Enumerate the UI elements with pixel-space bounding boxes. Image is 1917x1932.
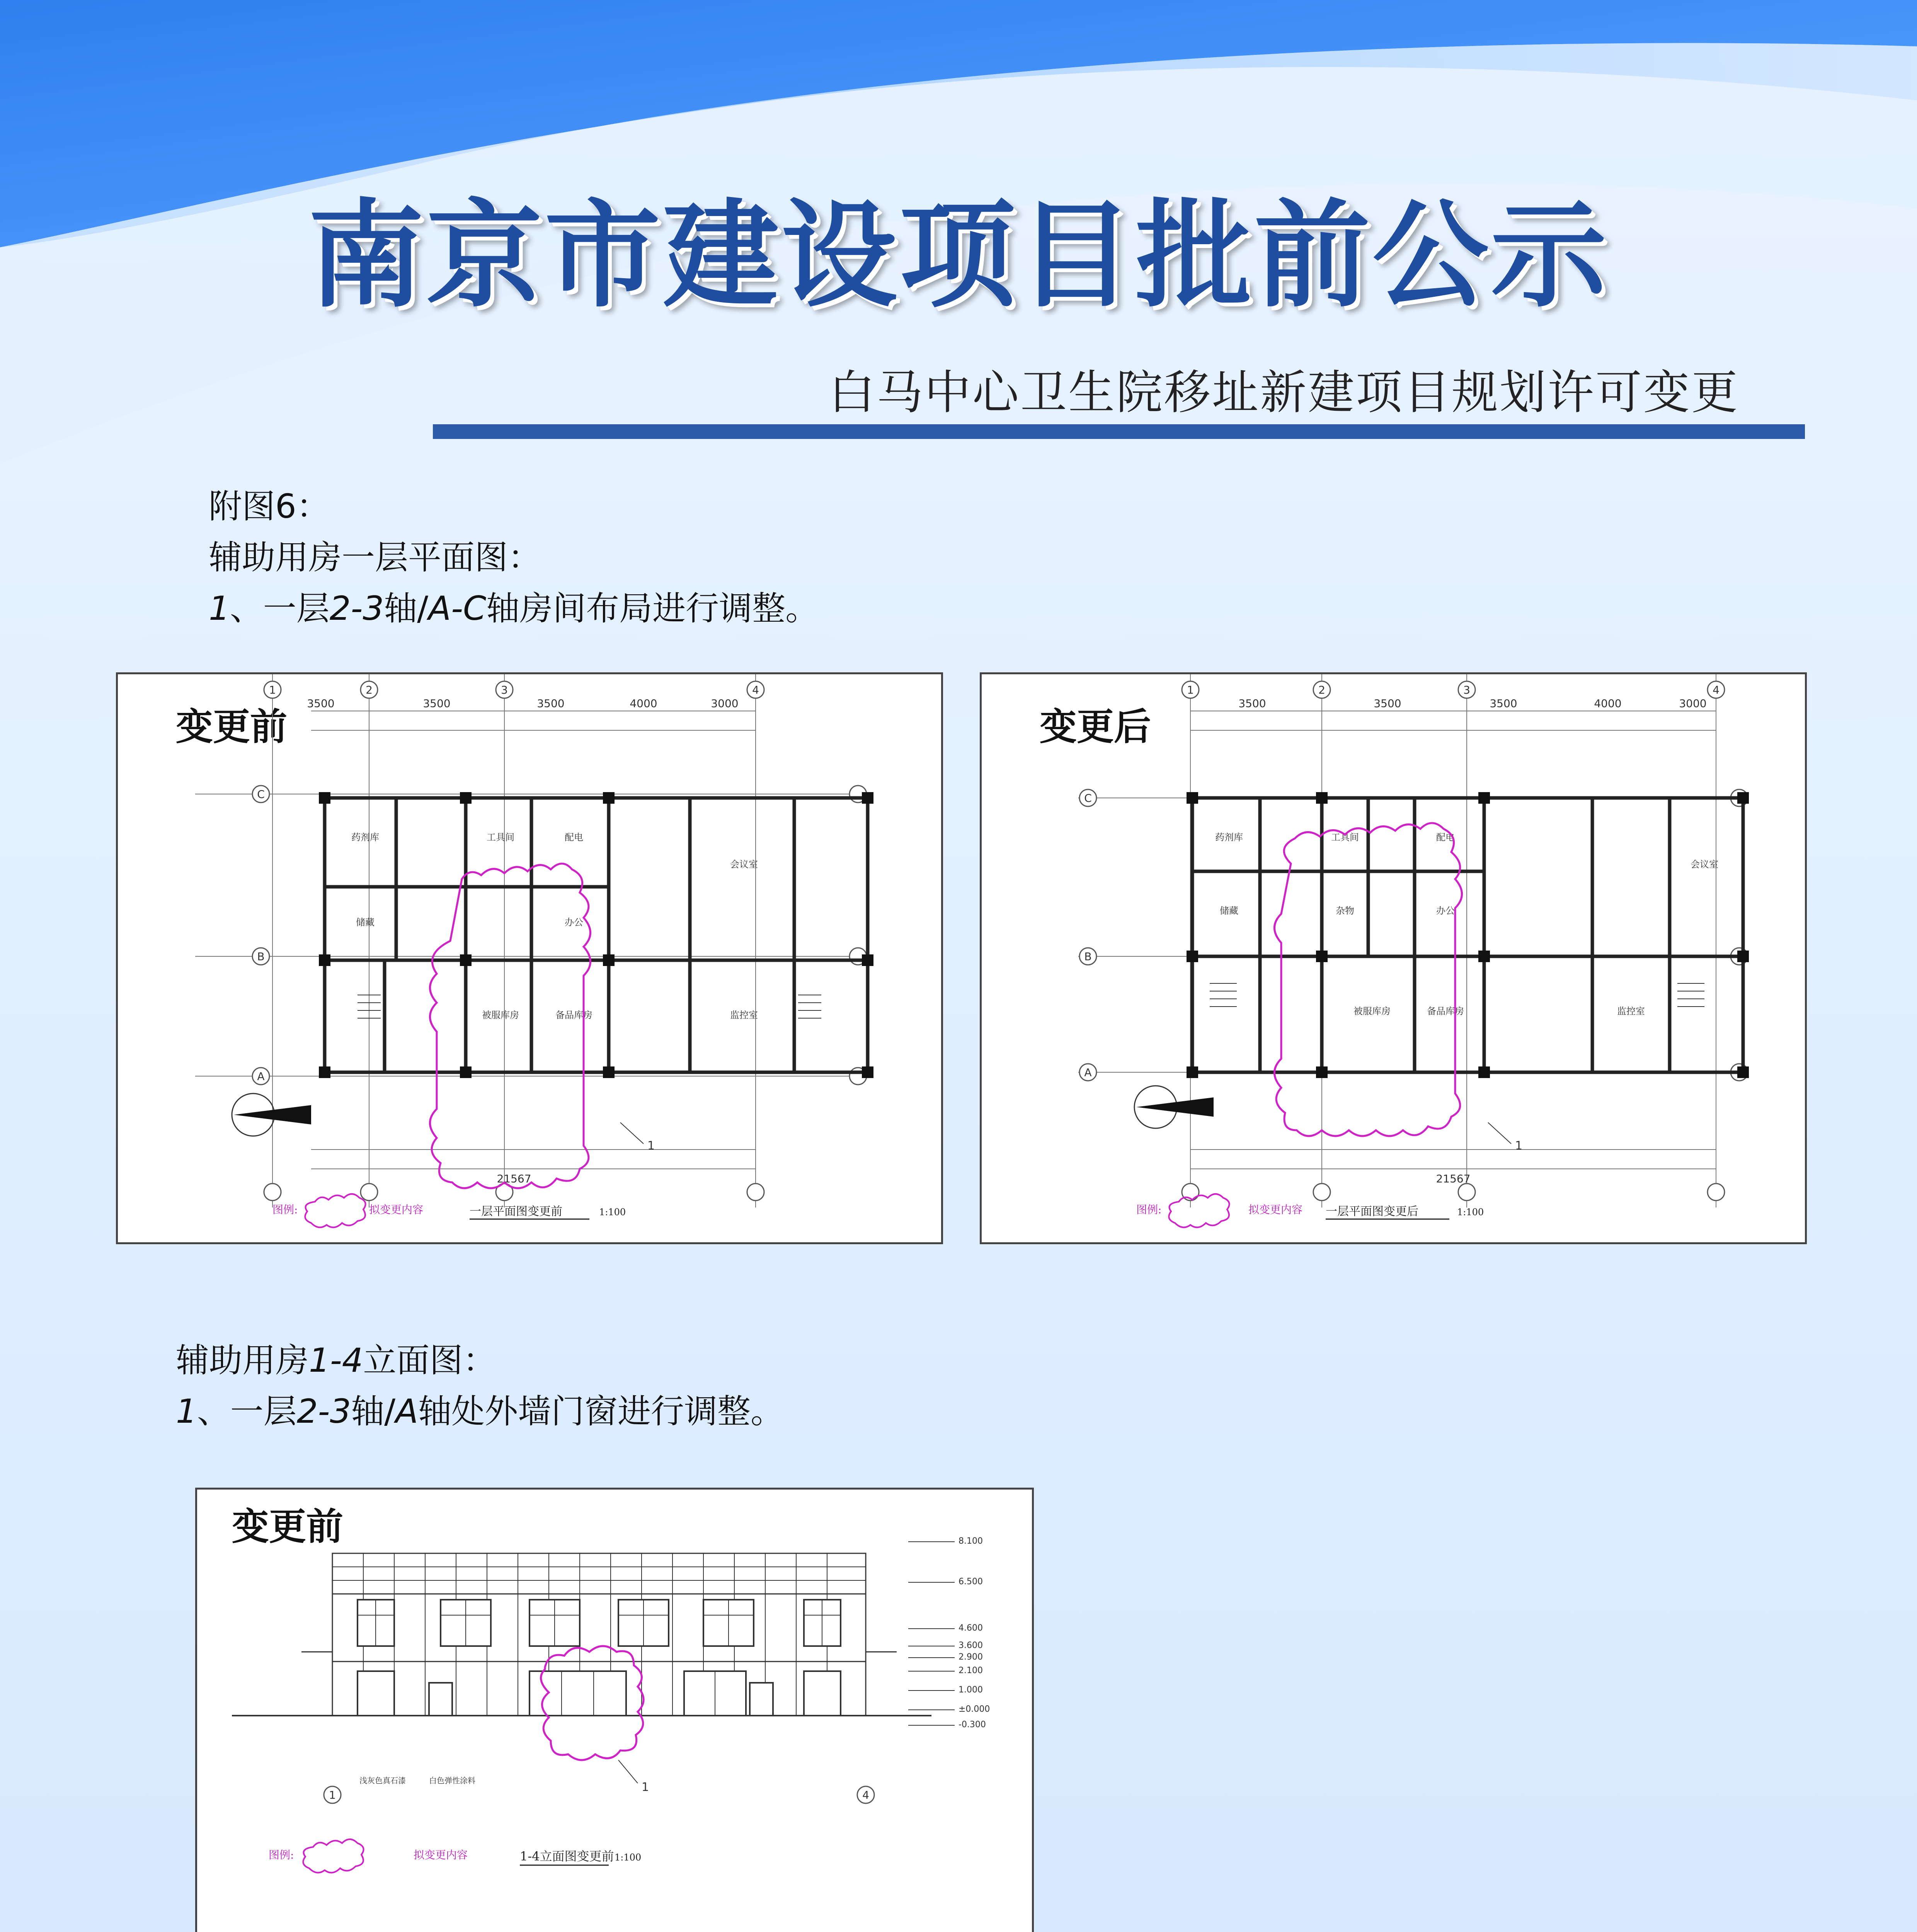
elevation-heading: 辅助用房1-4立面图： xyxy=(176,1341,496,1380)
elev-before-label: 变更前 xyxy=(232,1505,343,1548)
legend xyxy=(272,1194,626,1227)
north-arrow xyxy=(232,1094,311,1136)
north-arrow xyxy=(1134,1086,1214,1128)
svg-text:3.600: 3.600 xyxy=(958,1641,983,1650)
svg-text:储藏: 储藏 xyxy=(1220,905,1238,916)
floor-plan-change-note: 1、一层2-3轴/A-C轴房间布局进行调整。 xyxy=(209,589,819,628)
svg-text:备品库房: 备品库房 xyxy=(1427,1006,1464,1017)
room-label-8: 备品库房 xyxy=(555,1010,592,1020)
axis-1: 1 xyxy=(269,684,276,696)
svg-text:3500: 3500 xyxy=(1374,697,1401,710)
svg-text:被服库房: 被服库房 xyxy=(1353,1006,1391,1017)
plan-before-caption: 一层平面图变更前 xyxy=(470,1205,562,1218)
room-label-4: 会议室 xyxy=(730,859,758,870)
svg-text:1:100: 1:100 xyxy=(615,1852,642,1863)
room-label-6: 办公 xyxy=(565,917,583,928)
elevation-drawing xyxy=(197,1490,1032,1932)
elevation-panel xyxy=(195,1488,1034,1932)
svg-text:浅灰色真石漆: 浅灰色真石漆 xyxy=(359,1776,406,1785)
plan-before-scale: 1:100 xyxy=(599,1207,626,1218)
room-label-1: 药剂库 xyxy=(351,832,379,843)
svg-text:拟变更内容: 拟变更内容 xyxy=(1248,1203,1303,1216)
svg-text:3500: 3500 xyxy=(1490,697,1517,710)
attachment-number: 附图6： xyxy=(209,487,330,526)
svg-text:工具间: 工具间 xyxy=(1331,832,1359,843)
dim-top-2: 3500 xyxy=(423,697,451,710)
svg-text:药剂库: 药剂库 xyxy=(1215,832,1243,843)
svg-text:监控室: 监控室 xyxy=(1617,1006,1645,1017)
svg-text:2.900: 2.900 xyxy=(958,1652,983,1662)
floor-plan-before-panel xyxy=(116,672,943,1244)
floor-plan-after-panel xyxy=(980,672,1807,1244)
room-label-3: 配电 xyxy=(565,832,583,843)
subtitle-underline xyxy=(433,424,1805,439)
axis-a: A xyxy=(257,1070,265,1083)
svg-text:3000: 3000 xyxy=(1679,697,1707,710)
legend xyxy=(269,1839,641,1872)
axis-4: 4 xyxy=(752,684,759,696)
dim-total: 21567 xyxy=(497,1172,531,1185)
svg-text:±0.000: ±0.000 xyxy=(958,1704,990,1714)
floor-plan-before-drawing xyxy=(118,674,941,1242)
svg-text:4: 4 xyxy=(1713,684,1720,696)
room-label-7: 被服库房 xyxy=(482,1010,519,1020)
svg-text:B: B xyxy=(1084,950,1092,963)
room-label-2: 工具间 xyxy=(487,832,514,843)
svg-text:1: 1 xyxy=(1515,1139,1523,1153)
before-label: 变更前 xyxy=(176,705,287,748)
floor-plan-after-drawing xyxy=(982,674,1805,1242)
svg-text:1:100: 1:100 xyxy=(1457,1207,1484,1218)
room-label-5: 储藏 xyxy=(356,917,375,928)
svg-text:图例:: 图例: xyxy=(1136,1203,1162,1216)
svg-text:1: 1 xyxy=(329,1789,336,1801)
svg-text:1.000: 1.000 xyxy=(958,1685,983,1695)
svg-text:办公: 办公 xyxy=(1436,905,1455,916)
dim-top-1: 3500 xyxy=(307,697,335,710)
svg-text:3: 3 xyxy=(1463,684,1470,696)
svg-text:2.100: 2.100 xyxy=(958,1666,983,1675)
dim-top-5: 3000 xyxy=(711,697,739,710)
project-subtitle: 白马中心卫生院移址新建项目规划许可变更 xyxy=(829,366,1739,420)
axis-3: 3 xyxy=(501,684,508,696)
svg-text:配电: 配电 xyxy=(1436,832,1455,843)
svg-text:6.500: 6.500 xyxy=(958,1577,983,1587)
callout-number: 1 xyxy=(647,1139,655,1153)
section2-notes xyxy=(176,1335,784,1437)
after-label: 变更后 xyxy=(1040,705,1151,748)
svg-text:C: C xyxy=(1084,792,1092,804)
revision-cloud-before xyxy=(430,864,591,1188)
svg-text:2: 2 xyxy=(1318,684,1325,696)
page-title: 南京市建设项目批前公示 xyxy=(308,187,1609,323)
elevation-change-note: 1、一层2-3轴/A轴处外墙门窗进行调整。 xyxy=(176,1392,784,1431)
svg-text:拟变更内容: 拟变更内容 xyxy=(414,1849,468,1861)
legend-label: 图例: xyxy=(272,1203,298,1216)
svg-text:会议室: 会议室 xyxy=(1691,859,1718,870)
axis-b: B xyxy=(257,950,265,963)
svg-text:杂物: 杂物 xyxy=(1336,905,1354,916)
section1-notes xyxy=(209,481,819,634)
svg-text:4.600: 4.600 xyxy=(958,1623,983,1633)
svg-text:1: 1 xyxy=(642,1781,649,1794)
svg-text:图例:: 图例: xyxy=(269,1849,294,1861)
elev-before-caption: 1-4立面图变更前 xyxy=(520,1849,614,1864)
svg-text:4: 4 xyxy=(862,1789,869,1801)
axis-c: C xyxy=(257,788,265,801)
svg-text:8.100: 8.100 xyxy=(958,1536,983,1546)
svg-text:白色弹性涂料: 白色弹性涂料 xyxy=(429,1776,475,1785)
svg-text:1: 1 xyxy=(1187,684,1194,696)
room-label-9: 监控室 xyxy=(730,1010,758,1020)
svg-text:21567: 21567 xyxy=(1436,1172,1471,1185)
elevation-before xyxy=(232,1553,931,1716)
svg-text:3500: 3500 xyxy=(1238,697,1266,710)
svg-text:4000: 4000 xyxy=(1594,697,1622,710)
dim-top-4: 4000 xyxy=(630,697,657,710)
dim-top-3: 3500 xyxy=(537,697,565,710)
svg-text:-0.300: -0.300 xyxy=(958,1720,986,1730)
legend-desc: 拟变更内容 xyxy=(369,1203,424,1216)
floor-plan-heading: 辅助用房一层平面图： xyxy=(209,538,541,577)
axis-2: 2 xyxy=(366,684,373,696)
svg-text:A: A xyxy=(1084,1066,1092,1079)
plan-after-caption: 一层平面图变更后 xyxy=(1326,1205,1418,1218)
